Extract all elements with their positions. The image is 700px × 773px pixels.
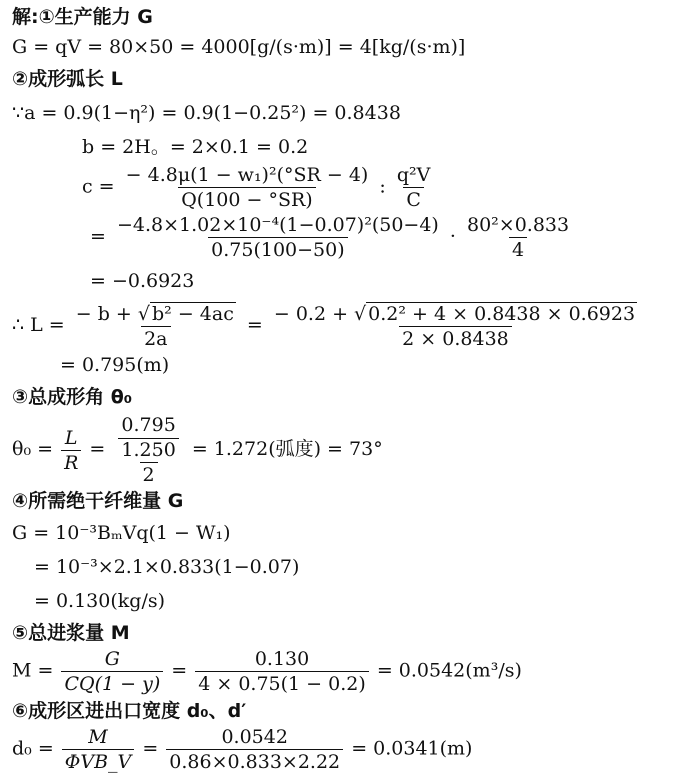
fraction-d0-2-denominator: 0.86×0.833×2.22 xyxy=(166,749,343,773)
fraction-theta-inner xyxy=(118,438,178,486)
heading-production-capacity: 解:①生产能力 G xyxy=(12,6,153,28)
fraction-theta-2-denominator xyxy=(113,437,183,486)
fraction-M-2 xyxy=(195,648,369,695)
fraction-theta-inner-denominator: 2 xyxy=(140,462,158,486)
eq-c-definition xyxy=(82,164,435,211)
fraction-c-2 xyxy=(394,164,434,211)
fraction-c-1 xyxy=(123,164,372,211)
fraction-M-2-numerator: 0.130 xyxy=(254,648,310,670)
eq-d0-eq: = xyxy=(142,737,159,760)
L1-sqrt-radicand: b² − 4ac xyxy=(152,303,234,325)
fraction-c2-1-denominator: 0.75(100−50) xyxy=(208,237,348,261)
fraction-L-1-denominator: 2a xyxy=(141,326,170,350)
eq-theta-eq: = xyxy=(89,438,106,460)
fraction-L-1-numerator: − b + √ b² − 4ac xyxy=(75,303,234,325)
eq-c-result: = −0.6923 xyxy=(90,270,195,292)
heading-dry-fiber: ④所需绝干纤维量 G xyxy=(12,490,184,512)
fraction-L-2-numerator: − 0.2 + √ 0.2² + 4 × 0.8438 × 0.6923 xyxy=(273,303,636,325)
fraction-c2-2 xyxy=(464,214,572,261)
heading-arc-length: ②成形弧长 L xyxy=(12,68,123,90)
fraction-theta-2-numerator: 0.795 xyxy=(121,414,176,436)
eq-dry-fiber-3: = 0.130(kg/s) xyxy=(34,590,166,612)
fraction-theta-1-numerator: L xyxy=(64,426,78,449)
fraction-d0-2-numerator: 0.0542 xyxy=(221,726,288,748)
fraction-c-1-numerator: − 4.8μ(1 − w₁)²(°SR − 4) xyxy=(125,164,369,186)
eq-c-colon: : xyxy=(379,175,386,198)
eq-L-result: = 0.795(m) xyxy=(60,354,170,376)
eq-c2-lhs: = xyxy=(90,225,106,248)
heading-total-slurry: ⑤总进浆量 M xyxy=(12,622,130,644)
fraction-c-2-numerator: q²V xyxy=(396,164,431,186)
eq-M xyxy=(12,648,522,695)
eq-theta-result: = 1.272(弧度) = 73° xyxy=(191,438,383,460)
fraction-L-2-denominator: 2 × 0.8438 xyxy=(399,326,512,350)
fraction-c2-2-denominator: 4 xyxy=(509,237,527,261)
L1-num-part: − b + xyxy=(75,303,132,325)
fraction-M-2-denominator: 4 × 0.75(1 − 0.2) xyxy=(195,671,369,695)
eq-dry-fiber-1: G = 10⁻³BₘVq(1 − W₁) xyxy=(12,522,231,544)
eq-M-lhs: M = xyxy=(12,659,54,682)
fraction-M-1-numerator: G xyxy=(104,648,120,670)
eq-d0-result: = 0.0341(m) xyxy=(351,737,473,760)
eq-c-substitution xyxy=(90,214,574,261)
fraction-theta-inner-numerator: 1.250 xyxy=(118,438,178,462)
eq-L-eq2: = xyxy=(246,314,263,336)
fraction-M-1 xyxy=(61,648,163,695)
fraction-d0-2 xyxy=(166,726,343,773)
eq-M-result: = 0.0542(m³/s) xyxy=(376,659,522,682)
fraction-L-2 xyxy=(271,302,640,350)
fraction-M-1-denominator: CQ(1 − y) xyxy=(61,671,163,695)
fraction-c-2-denominator: C xyxy=(403,187,424,211)
eq-b: b = 2H。= 2×0.1 = 0.2 xyxy=(82,136,309,158)
eq-theta xyxy=(12,414,383,486)
fraction-c-1-denominator: Q(100 − °SR) xyxy=(178,187,316,211)
eq-L-lhs: ∴ L = xyxy=(12,314,65,336)
eq-L xyxy=(12,302,642,350)
L2-sqrt-radicand: 0.2² + 4 × 0.8438 × 0.6923 xyxy=(368,303,636,325)
fraction-d0-1-denominator: ΦVB_V xyxy=(62,749,134,773)
fraction-theta-1 xyxy=(61,427,81,474)
fraction-c2-1 xyxy=(114,214,442,261)
fraction-c2-2-numerator: 80²×0.833 xyxy=(466,214,570,236)
fraction-theta-2 xyxy=(113,414,183,486)
eq-c2-dot: · xyxy=(449,225,456,248)
fraction-L-1 xyxy=(73,302,239,350)
eq-c-lhs: c = xyxy=(82,175,115,198)
eq-production-capacity: G = qV = 80×50 = 4000[g/(s·m)] = 4[kg/(s·m)] xyxy=(12,36,466,58)
eq-d0 xyxy=(12,726,472,773)
eq-a: ∵a = 0.9(1−η²) = 0.9(1−0.25²) = 0.8438 xyxy=(12,102,401,124)
fraction-c2-1-numerator: −4.8×1.02×10⁻⁴(1−0.07)²(50−4) xyxy=(116,214,439,236)
heading-forming-angle: ③总成形角 θ₀ xyxy=(12,386,133,408)
eq-M-eq: = xyxy=(171,659,188,682)
fraction-d0-1-numerator: M xyxy=(88,726,108,748)
fraction-theta-1-denominator: R xyxy=(61,450,81,474)
eq-d0-lhs: d₀ = xyxy=(12,737,54,760)
L2-num-part: − 0.2 + xyxy=(273,303,349,325)
eq-theta-lhs: θ₀ = xyxy=(12,438,54,460)
fraction-d0-1 xyxy=(62,726,134,773)
heading-inlet-outlet-width: ⑥成形区进出口宽度 d₀、d′ xyxy=(12,700,247,722)
eq-dry-fiber-2: = 10⁻³×2.1×0.833(1−0.07) xyxy=(34,556,300,578)
